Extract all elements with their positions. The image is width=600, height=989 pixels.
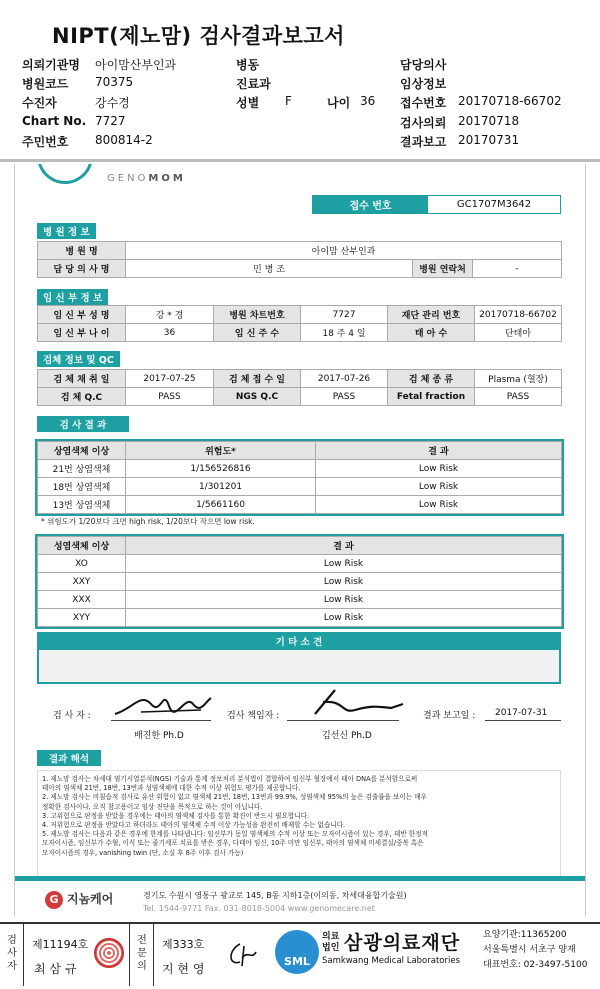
chromosome-name: XXX — [38, 591, 126, 609]
header-label: 접수번호 — [400, 96, 447, 110]
header-divider — [0, 159, 600, 162]
table-row — [38, 591, 562, 609]
table-row — [38, 573, 562, 591]
chromosome-name: 18번 상염색체 — [38, 478, 126, 496]
pregnant-name-value: 강 * 경 — [126, 306, 214, 324]
result-value: Low Risk — [316, 478, 562, 496]
section-interpretation: 결과 해석 — [37, 750, 101, 766]
chromosome-name: 13번 상염색체 — [38, 496, 126, 514]
header-value: 70375 — [95, 75, 134, 89]
lab-contact: Tel. 1544-9771 Fax. 031-8018-5004 www.genomecare.net — [143, 904, 375, 913]
header-label: 주민번호 — [22, 135, 69, 149]
tester-signature-line — [111, 720, 211, 721]
tester-name: 배진한 Ph.D — [134, 731, 184, 741]
vertical-char: 자 — [7, 961, 17, 972]
hospital-name-label: 병 원 명 — [38, 242, 126, 260]
org-prefix — [322, 932, 339, 954]
hospital-name-value: 아이맘 산부인과 — [126, 242, 562, 260]
receive-date-value: 2017-07-26 — [301, 370, 388, 388]
column-header: 결 과 — [316, 442, 562, 460]
pregnant-name-label: 임 신 부 성 명 — [38, 306, 126, 324]
column-header: 성염색체 이상 — [38, 537, 126, 555]
vertical-char: 검 — [7, 935, 17, 946]
header-value: 20170718-66702 — [458, 94, 562, 108]
header-label: 결과보고 — [400, 135, 447, 149]
org-name: 삼광의료재단 — [344, 932, 461, 954]
vertical-char: 전 — [137, 935, 147, 946]
section-specimen-qc: 검체 정보 및 QC — [37, 351, 120, 367]
header-col2 — [236, 56, 386, 116]
footer-divider — [15, 876, 586, 881]
column-header: 위험도* — [126, 442, 316, 460]
interpretation-line: 모자이시즘, 임신부가 수혈, 이식 또는 줄기세포 치료를 받은 경우, 다태아 임신, 10주 미만 임신부, 태아의 염색체 미세결실/중복 혹은 — [42, 839, 424, 848]
header-value: 아이맘산부인과 — [95, 58, 177, 72]
risk-value: 1/156526816 — [126, 460, 316, 478]
vertical-char: 사 — [7, 948, 17, 959]
header-col1 — [22, 56, 202, 156]
ngs-qc-label: NGS Q.C — [214, 388, 301, 406]
specimen-qc-table — [37, 369, 562, 406]
tester-stamp-name: 최 삼 규 — [34, 962, 77, 976]
result-value: Low Risk — [126, 555, 562, 573]
header-label: 진료과 — [236, 77, 271, 91]
specimen-type-label: 검 체 종 류 — [388, 370, 475, 388]
autosome-results-table — [37, 441, 562, 514]
receipt-number-label: 접수 번호 — [313, 196, 428, 213]
header-col3 — [400, 56, 595, 156]
specimen-qc-value: PASS — [126, 388, 214, 406]
header-label: 임상정보 — [400, 77, 447, 91]
interpretation-line: 2. 제노맘 검사는 비침습적 검사로 유산 위험이 없고 염색체 21번, 18번, 13번과 99.9%, 성염색체 95%의 높은 검출률을 보이는 매우 — [42, 793, 427, 802]
fetus-count-value: 단태아 — [475, 324, 562, 342]
org-name-english: Samkwang Medical Laboratories — [322, 956, 461, 966]
hospital-info-table — [37, 241, 562, 278]
doctor-value: 민 병 조 — [126, 260, 413, 278]
table-row — [38, 306, 562, 324]
table-row — [38, 370, 562, 388]
interpretation-notes — [37, 770, 561, 880]
stamp-bar — [0, 922, 600, 986]
result-value: Low Risk — [126, 591, 562, 609]
section-hospital-info: 병 원 정 보 — [37, 223, 96, 239]
table-row — [38, 496, 562, 514]
header-label: 나이 — [327, 96, 351, 110]
org-address: 서울특별시 서초구 양재 — [483, 945, 576, 955]
other-findings-body — [37, 650, 561, 684]
table-row — [38, 388, 562, 406]
header-value: 36 — [360, 94, 376, 108]
header-label: Chart No. — [22, 114, 87, 128]
chart-no-label: 병원 차트번호 — [214, 306, 301, 324]
genomom-logo-icon — [37, 164, 93, 184]
header-label: 병원코드 — [22, 77, 69, 91]
doctor-label: 담 당 의 사 명 — [38, 260, 126, 278]
chromosome-name: XYY — [38, 609, 126, 627]
other-findings-label: 기 타 소 견 — [37, 632, 561, 650]
specimen-type-value: Plasma (혈장) — [475, 370, 562, 388]
interpretation-line: 정확한 검사이나, 오직 참고용이고 임상 진단을 목적으로 하는 것이 아닙니다. — [42, 802, 263, 811]
org-phone: 대표번호: 02-3497-5100 — [483, 960, 588, 970]
header-label: 성별 — [236, 96, 260, 110]
doctor-stamp-name: 지 현 영 — [162, 962, 205, 976]
interpretation-line: 1. 제노맘 검사는 차세대 염기서열분석(NGS) 기술과 통계 정보처리 분석법이 결합하여 임신부 혈장에서 태아 DNA를 분석함으로써 — [42, 775, 418, 783]
chromosome-name: 21번 상염색체 — [38, 460, 126, 478]
ngs-qc-value: PASS — [301, 388, 388, 406]
org-contact — [483, 928, 600, 973]
foundation-no-value: 20170718-66702 — [475, 306, 562, 324]
fetus-count-label: 태 아 수 — [388, 324, 475, 342]
chromosome-name: XO — [38, 555, 126, 573]
result-value: Low Risk — [126, 573, 562, 591]
tester-stamp — [24, 924, 130, 986]
gestation-weeks-value: 18 주 4 일 — [301, 324, 388, 342]
genomecare-name: 지놈케어 — [67, 892, 114, 906]
org-prefix-line: 법인 — [322, 943, 340, 953]
report-date-label: 결과 보고일 : — [423, 711, 476, 721]
interpretation-line: 4. 저위험으로 판정을 받았다고 하더라도 태아의 염색체 수적 이상 가능성을 완전히 배제할 수는 없습니다. — [42, 821, 346, 830]
doctor-stamp — [154, 924, 266, 986]
header-value: 7727 — [95, 114, 126, 128]
table-row — [38, 324, 562, 342]
doctor-vertical-label — [130, 924, 154, 986]
org-prefix-line: 의료 — [322, 932, 340, 942]
receive-date-label: 검 체 접 수 일 — [214, 370, 301, 388]
hospital-contact-value: - — [473, 260, 562, 278]
fetal-fraction-label: Fetal fraction — [388, 388, 475, 406]
doctor-license-no: 제333호 — [162, 938, 205, 951]
header-label: 수진자 — [22, 96, 57, 110]
table-row — [38, 478, 562, 496]
sex-chromosome-table — [37, 536, 562, 627]
collect-date-label: 검 체 채 취 일 — [38, 370, 126, 388]
tester-seal-icon — [94, 938, 124, 968]
header-value: 800814-2 — [95, 133, 153, 147]
sml-logo-icon: SML — [275, 930, 319, 974]
header-value: 20170718 — [458, 114, 520, 128]
column-header: 상염색체 이상 — [38, 442, 126, 460]
table-row — [38, 555, 562, 573]
genomecare-logo-icon: G — [45, 891, 63, 909]
table-row — [38, 260, 562, 278]
chromosome-name: XXY — [38, 573, 126, 591]
table-row — [38, 242, 562, 260]
column-header: 결 과 — [126, 537, 562, 555]
pregnant-info-table — [37, 305, 562, 342]
table-row — [38, 609, 562, 627]
interpretation-line: 모자이시즘의 경우, vanishing twin (단, 소실 후 8주 이후 검사 가능) — [42, 848, 244, 857]
fetal-fraction-value: PASS — [475, 388, 562, 406]
risk-footnote: * 위험도가 1/20보다 크면 high risk, 1/20보다 작으면 low risk. — [41, 517, 255, 526]
collect-date-value: 2017-07-25 — [126, 370, 214, 388]
risk-value: 1/5661160 — [126, 496, 316, 514]
header-label: 검사의뢰 — [400, 116, 447, 130]
genomom-logo-text: GENOMOM — [107, 173, 186, 184]
header-label: 담당의사 — [400, 58, 447, 72]
report-page — [14, 164, 586, 916]
interpretation-line: 3. 고위험으로 판정을 받았을 경우에는 태아의 염색체 검사를 통한 확진이 반드시 필요합니다. — [42, 811, 310, 820]
risk-value: 1/301201 — [126, 478, 316, 496]
report-title: NIPT(제노맘) 검사결과보고서 — [52, 24, 345, 48]
genomecare-logo — [45, 890, 113, 909]
care-institution-no: 요양기관:11365200 — [483, 930, 567, 940]
table-row — [38, 460, 562, 478]
section-test-results: 검 사 결 과 — [37, 416, 129, 432]
director-name: 김선신 Ph.D — [322, 731, 372, 741]
foundation-no-label: 재단 관리 번호 — [388, 306, 475, 324]
table-header-row — [38, 442, 562, 460]
interpretation-line: 5. 제노맘 검사는 다음과 같은 경우에 한계를 나타냅니다: 임신부가 동일 염색체의 수적 이상 또는 모자이시즘이 있는 경우, 태반 한정적 — [42, 830, 428, 839]
doctor-signature — [224, 940, 258, 970]
hospital-contact-label: 병원 연락처 — [413, 260, 473, 278]
tester-license-no: 제11194호 — [32, 938, 89, 951]
header-label: 의뢰기관명 — [22, 58, 80, 72]
receipt-number-value: GC1707M3642 — [456, 199, 532, 210]
header-value: 20170731 — [458, 133, 520, 147]
director-signature — [295, 684, 407, 720]
chart-no-value: 7727 — [301, 306, 388, 324]
pregnant-age-value: 36 — [126, 324, 214, 342]
header-value: F — [285, 94, 292, 108]
result-value: Low Risk — [316, 460, 562, 478]
other-findings-box — [37, 632, 561, 684]
lab-address: 경기도 수원시 영통구 광교로 145, B동 지하1층(이의동, 차세대융합기술원) — [143, 891, 407, 900]
vertical-char: 문 — [137, 948, 147, 959]
tester-vertical-label — [0, 924, 24, 986]
tester-signature — [111, 684, 215, 718]
gestation-weeks-label: 임 신 주 수 — [214, 324, 301, 342]
result-value: Low Risk — [126, 609, 562, 627]
interpretation-line: 태아의 염색체 21번, 18번, 13번과 성염색체에 대한 수적 이상 위험도 평가를 제공합니다. — [42, 784, 301, 793]
header-value: 강수경 — [95, 96, 130, 110]
tester-label: 검 사 자 : — [53, 711, 91, 721]
report-date-line — [485, 720, 561, 721]
director-label: 검사 책임자 : — [227, 711, 280, 721]
vertical-char: 의 — [137, 961, 147, 972]
specimen-qc-label: 검 체 Q.C — [38, 388, 126, 406]
receipt-number-box — [312, 195, 561, 214]
section-pregnant-info: 임 신 부 정 보 — [37, 289, 108, 305]
report-date-value: 2017-07-31 — [495, 708, 548, 718]
director-signature-line — [287, 720, 399, 721]
result-value: Low Risk — [316, 496, 562, 514]
table-header-row — [38, 537, 562, 555]
pregnant-age-label: 임 신 부 나 이 — [38, 324, 126, 342]
header-label: 병동 — [236, 58, 260, 72]
